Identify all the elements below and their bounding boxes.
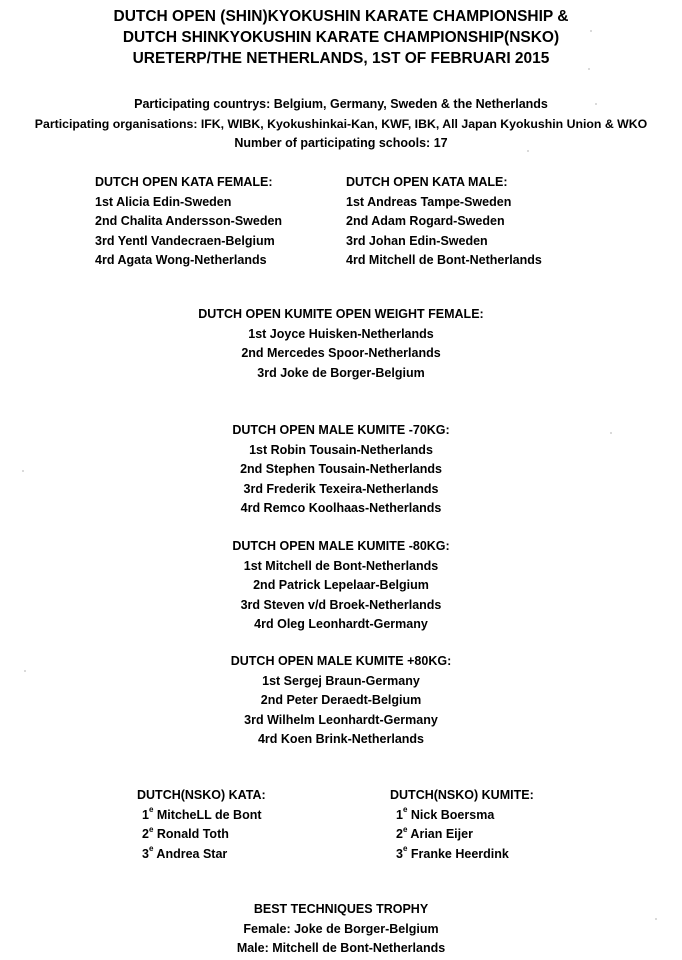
section-heading: BEST TECHNIQUES TROPHY	[253, 902, 429, 916]
best-techniques-section	[0, 900, 682, 959]
competitor-name: Andrea Star	[156, 846, 228, 861]
result-line: 1st Alicia Edin-Sweden	[95, 194, 232, 209]
place-suffix: e	[402, 844, 408, 854]
kumite-open-female-section	[0, 305, 682, 383]
result-line: 2nd Adam Rogard-Sweden	[346, 214, 505, 228]
section-heading: DUTCH(NSKO) KATA:	[137, 788, 266, 802]
title-line-2: DUTCH SHINKYOKUSHIN KARATE CHAMPIONSHIP(NSKO)	[122, 29, 560, 46]
nsko-kumite-section	[390, 786, 534, 864]
section-heading: DUTCH OPEN MALE KUMITE -70KG:	[232, 423, 450, 437]
result-line: 3rd Yentl Vandecraen-Belgium	[95, 233, 275, 248]
result-line: 4rd Koen Brink-Netherlands	[257, 732, 424, 746]
result-line: 1st Andreas Tampe-Sweden	[346, 194, 512, 209]
place-number: 3	[142, 846, 149, 861]
title-line-1: DUTCH OPEN (SHIN)KYOKUSHIN KARATE CHAMPIONSHIP &	[113, 8, 569, 25]
participation-info	[0, 95, 682, 154]
section-heading: DUTCH OPEN KUMITE OPEN WEIGHT FEMALE:	[198, 307, 484, 321]
kata-female-section	[95, 173, 282, 271]
place-number: 1	[396, 807, 403, 822]
result-line: 4rd Agata Wong-Netherlands	[95, 253, 267, 267]
result-line	[390, 825, 534, 845]
participating-organisations: Participating organisations: IFK, WIBK, Kyokushinkai-Kan, KWF, IBK, All Japan Kyokushin Union & WKO	[34, 116, 648, 131]
result-line: 3rd Johan Edin-Sweden	[346, 233, 488, 248]
title-line-3: URETERP/THE NETHERLANDS, 1ST OF FEBRUARI 2015	[132, 50, 550, 67]
participating-countries: Participating countrys: Belgium, Germany, Sweden & the Netherlands	[134, 97, 548, 111]
place-number: 2	[396, 827, 403, 841]
section-heading: DUTCH OPEN MALE KUMITE +80KG:	[230, 654, 452, 668]
result-line: 2nd Mercedes Spoor-Netherlands	[241, 346, 441, 360]
result-line: 1st Mitchell de Bont-Netherlands	[243, 558, 439, 573]
place-suffix: e	[402, 805, 408, 815]
competitor-name: Ronald Toth	[156, 827, 229, 841]
result-line	[137, 825, 266, 845]
result-line	[137, 845, 266, 865]
result-line	[390, 845, 534, 865]
document-title	[0, 6, 682, 69]
result-line: 2nd Stephen Tousain-Netherlands	[240, 462, 442, 476]
place-number: 1	[142, 807, 149, 822]
result-line: 2nd Chalita Andersson-Sweden	[95, 214, 283, 228]
result-line: 2nd Patrick Lepelaar-Belgium	[253, 578, 429, 592]
kumite-male-80-section	[0, 537, 682, 635]
kumite-male-plus80-section	[0, 652, 682, 750]
competitor-name: Arian Eijer	[410, 827, 473, 841]
section-heading: DUTCH OPEN KATA FEMALE:	[95, 175, 273, 189]
best-technique-male: Male: Mitchell de Bont-Netherlands	[236, 941, 446, 955]
result-line: 2nd Peter Deraedt-Belgium	[260, 693, 422, 707]
result-line: 3rd Wilhelm Leonhardt-Germany	[244, 712, 438, 727]
result-line: 3rd Frederik Texeira-Netherlands	[243, 481, 439, 496]
result-line: 4rd Remco Koolhaas-Netherlands	[240, 501, 442, 515]
result-line: 4rd Mitchell de Bont-Netherlands	[346, 253, 542, 267]
kumite-male-70-section	[0, 421, 682, 519]
section-heading: DUTCH OPEN KATA MALE:	[346, 175, 508, 189]
result-line: 1st Sergej Braun-Germany	[262, 673, 420, 688]
place-number: 2	[142, 827, 149, 841]
result-line: 4rd Oleg Leonhardt-Germany	[254, 617, 428, 631]
place-number: 3	[396, 846, 403, 861]
result-line	[390, 806, 534, 826]
section-heading: DUTCH OPEN MALE KUMITE -80KG:	[232, 539, 450, 553]
nsko-kata-section	[137, 786, 266, 864]
section-heading: DUTCH(NSKO) KUMITE:	[390, 788, 534, 802]
competitor-name: Nick Boersma	[410, 807, 495, 822]
result-line: 3rd Joke de Borger-Belgium	[257, 365, 425, 380]
result-line	[137, 806, 266, 826]
place-suffix: e	[148, 844, 154, 854]
place-suffix: e	[148, 824, 154, 834]
best-technique-female: Female: Joke de Borger-Belgium	[243, 921, 439, 936]
place-suffix: e	[148, 805, 154, 815]
place-suffix: e	[402, 824, 408, 834]
result-line: 1st Joyce Huisken-Netherlands	[248, 326, 434, 341]
result-line: 1st Robin Tousain-Netherlands	[249, 442, 433, 457]
kata-male-section	[346, 173, 542, 271]
competitor-name: MitcheLL de Bont	[156, 807, 262, 822]
competitor-name: Franke Heerdink	[410, 846, 509, 861]
participating-schools: Number of participating schools: 17	[234, 136, 448, 150]
result-line: 3rd Steven v/d Broek-Netherlands	[240, 597, 442, 612]
